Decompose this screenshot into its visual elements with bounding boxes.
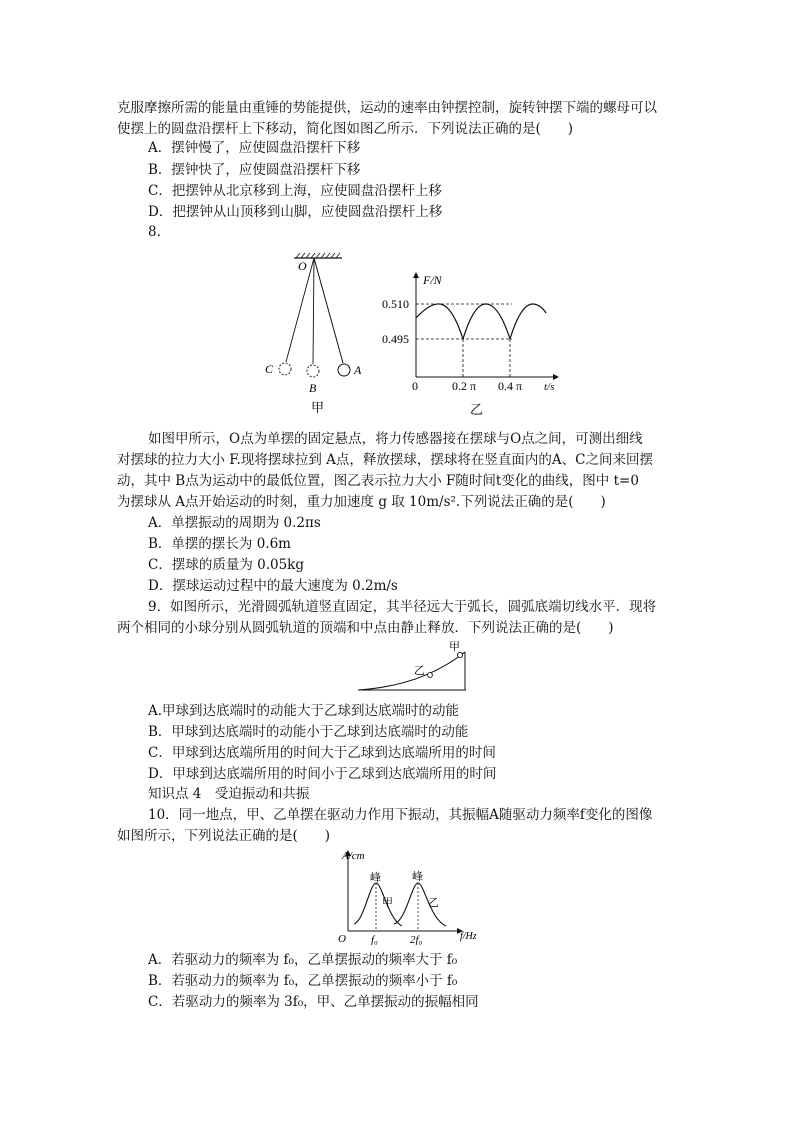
force-curve: [416, 304, 546, 339]
q7-option-b: B．摆钟快了，应使圆盘沿摆杆下移: [148, 162, 361, 178]
intro-line-1: 克服摩擦所需的能量由重锤的势能提供，运动的速率由钟摆控制，旋转钟摆下端的螺母可以: [117, 100, 657, 116]
label-yi: 乙: [414, 665, 425, 677]
xtick-2: 0.4 π: [498, 379, 523, 393]
q8-number: 8.: [148, 224, 161, 240]
q9-stem-2: 两个相同的小球分别从圆弧轨道的顶端和中点由静止释放．下列说法正确的是( ): [117, 620, 614, 636]
ball-b: [307, 365, 319, 377]
ball-a: [338, 364, 350, 376]
q10-option-b: B．若驱动力的频率为 f₀，乙单摆振动的频率小于 f₀: [148, 973, 458, 989]
section-title: 知识点 4 受迫振动和共振: [148, 786, 310, 802]
q7-option-d: D．把摆钟从山顶移到山脚，应使圆盘沿摆杆上移: [148, 204, 443, 220]
q8-stem-4: 为摆球从 A点开始运动的时刻，重力加速度 g 取 10m/s².下列说法正确的是( ): [117, 494, 606, 510]
xtick-2f0: 2f₀: [410, 934, 423, 945]
q10-stem-2: 如图所示，下列说法正确的是( ): [117, 828, 331, 844]
force-time-graph: [372, 265, 572, 420]
q7-option-c: C．把摆钟从北京移到上海，应使圆盘沿摆杆上移: [148, 183, 442, 199]
label-o: O: [298, 259, 307, 273]
caption-yi: 乙: [470, 402, 484, 417]
label-a: A: [354, 363, 362, 377]
label-b: B: [309, 381, 317, 395]
string-b: [313, 258, 314, 364]
curve-yi-label: 乙: [428, 897, 439, 909]
q8-option-a: A．单摆振动的周期为 0.2πs: [148, 515, 321, 531]
xtick-1: 0.2 π: [452, 379, 477, 393]
q8-option-d: D．摆球运动过程中的最大速度为 0.2m/s: [148, 578, 398, 594]
q9-option-b: B．甲球到达底端时的动能小于乙球到达底端时的动能: [148, 724, 469, 740]
y-label: A/cm: [342, 850, 365, 862]
q8-stem-3: 动，其中 B点为运动中的最低位置，图乙表示拉力大小 F随时间t变化的曲线，图中 t=0: [117, 473, 639, 489]
label-jia: 甲: [449, 641, 460, 653]
q9-option-d: D．甲球到达底端所用的时间小于乙球到达底端所用的时间: [148, 766, 497, 782]
resonance-graph: [332, 847, 492, 945]
x-label: t/s: [544, 381, 555, 393]
q8-stem-2: 对摆球的拉力大小 F.现将摆球拉到 A点，释放摆球，摆球将在竖直面内的A、C之间来回摆: [117, 452, 653, 468]
origin-label: 0: [412, 379, 418, 393]
peak-2-label: 峰: [412, 871, 423, 883]
curve-jia: [354, 883, 402, 926]
q9-option-a: A.甲球到达底端时的动能大于乙球到达底端时的动能: [148, 703, 460, 719]
string-a: [314, 258, 343, 363]
q7-option-a: A．摆钟慢了，应使圆盘沿摆杆下移: [148, 140, 361, 156]
q10-stem-1: 10．同一地点，甲、乙单摆在驱动力作用下振动，其振幅A随驱动力频率f变化的图像: [148, 807, 653, 823]
pendulum-figure: [258, 250, 378, 420]
intro-line-2: 使摆上的圆盘沿摆杆上下移动，简化图如图乙所示．下列说法正确的是( ): [117, 121, 574, 137]
q10-option-a: A．若驱动力的频率为 f₀，乙单摆振动的频率大于 f₀: [148, 952, 458, 968]
ball-yi: [428, 673, 433, 678]
ball-c: [279, 363, 291, 375]
q10-option-c: C．若驱动力的频率为 3f₀，甲、乙单摆振动的振幅相同: [148, 994, 479, 1010]
label-c: C: [265, 362, 274, 376]
q9-stem-1: 9．如图所示，光滑圆弧轨道竖直固定，其半径远大于弧长，圆弧底端切线水平．现将: [148, 599, 657, 615]
ytick-min: 0.495: [382, 332, 409, 346]
caption-jia: 甲: [311, 400, 325, 415]
q8-stem-1: 如图甲所示，O点为单摆的固定悬点，将力传感器接在摆球与O点之间，可测出细线: [148, 431, 643, 447]
q9-option-c: C．甲球到达底端所用的时间大于乙球到达底端所用的时间: [148, 745, 496, 761]
xtick-f0: f₀: [371, 934, 378, 945]
q8-option-c: C．摆球的质量为 0.05kg: [148, 557, 305, 573]
q8-option-b: B．单摆的摆长为 0.6m: [148, 536, 291, 552]
y-label: F/N: [423, 273, 442, 287]
curve-jia-label: 甲: [382, 897, 393, 909]
ball-jia: [457, 652, 462, 657]
arc-track-figure: [352, 638, 477, 694]
origin-label: O: [338, 933, 346, 945]
peak-1-label: 峰: [370, 872, 381, 884]
x-label: f/Hz: [460, 931, 477, 942]
ytick-max: 0.510: [382, 297, 409, 311]
string-c: [286, 258, 314, 362]
